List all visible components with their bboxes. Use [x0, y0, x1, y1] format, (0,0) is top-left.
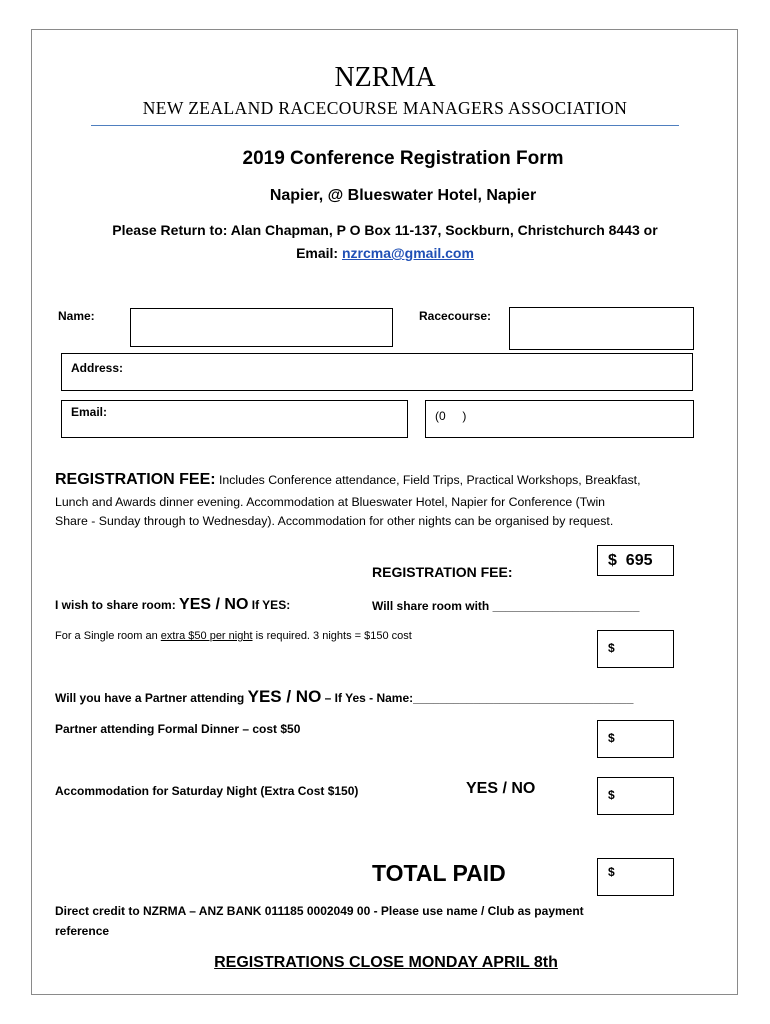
registration-fee-label: REGISTRATION FEE:	[372, 564, 513, 580]
partner-label: Will you have a Partner attending	[55, 691, 245, 705]
racecourse-field[interactable]	[509, 307, 694, 350]
registrations-close-notice: REGISTRATIONS CLOSE MONDAY APRIL 8th	[214, 954, 558, 971]
racecourse-label: Racecourse:	[419, 309, 492, 323]
single-room-suffix: is required. 3 nights = $150 cost	[252, 630, 412, 642]
single-room-prefix: For a Single room an	[55, 630, 161, 642]
saturday-yes-no[interactable]: YES / NO	[466, 780, 536, 797]
share-room-label: I wish to share room:	[55, 598, 176, 612]
share-room-row	[55, 596, 290, 614]
form-title: 2019 Conference Registration Form	[242, 148, 564, 169]
name-field[interactable]	[130, 308, 393, 347]
registration-fee-amount: $ 695	[608, 552, 653, 569]
partner-dinner-label: Partner attending Formal Dinner – cost $50	[55, 722, 301, 736]
bank-line2: reference	[55, 924, 110, 938]
partner-name-line[interactable]: – If Yes - Name:_________________________________	[324, 691, 634, 705]
fee-info-line2: Lunch and Awards dinner evening. Accommodation at Blueswater Hotel, Napier for Conference (Twin	[55, 495, 606, 509]
partner-dinner-box[interactable]	[597, 720, 674, 758]
single-room-note	[55, 630, 412, 642]
partner-row	[55, 687, 633, 707]
return-email-label: Email:	[296, 245, 339, 261]
total-paid-box[interactable]	[597, 858, 674, 896]
single-room-box[interactable]	[597, 630, 674, 668]
return-address: Please Return to: Alan Chapman, P O Box 11-137, Sockburn, Christchurch 8443 or	[112, 222, 658, 238]
total-paid-label: TOTAL PAID	[372, 860, 506, 886]
bank-line1: Direct credit to NZRMA – ANZ BANK 011185 0002049 00 - Please use name / Club as payment	[55, 904, 584, 918]
venue-line: Napier, @ Blueswater Hotel, Napier	[269, 187, 537, 204]
phone-prefix: (0 )	[435, 409, 467, 423]
return-email-link[interactable]: nzrcma@gmail.com	[341, 245, 474, 261]
address-label: Address:	[71, 361, 124, 375]
email-label: Email:	[71, 405, 108, 419]
fee-info-heading: REGISTRATION FEE:	[55, 471, 216, 488]
fee-info-line3: Share - Sunday through to Wednesday). Accommodation for other nights can be organised by request.	[55, 514, 614, 528]
org-full-name: NEW ZEALAND RACECOURSE MANAGERS ASSOCIATION	[142, 98, 628, 118]
saturday-box[interactable]	[597, 777, 674, 815]
saturday-label: Accommodation for Saturday Night (Extra Cost $150)	[55, 784, 359, 798]
registration-fee-box	[597, 545, 674, 576]
share-room-yes-no[interactable]: YES / NO	[179, 596, 249, 613]
phone-field[interactable]	[425, 400, 694, 438]
saturday-dollar: $	[608, 788, 615, 802]
partner-dinner-dollar: $	[608, 731, 615, 745]
name-label: Name:	[58, 309, 95, 323]
single-room-dollar: $	[608, 641, 615, 655]
single-room-extra: extra $50 per night	[160, 630, 253, 642]
org-acronym: NZRMA	[334, 62, 436, 93]
fee-info-text1: Includes Conference attendance, Field Trips, Practical Workshops, Breakfast,	[219, 473, 641, 487]
email-field[interactable]	[61, 400, 408, 438]
form-page	[31, 29, 738, 995]
share-room-with[interactable]: Will share room with ______________________	[372, 599, 640, 613]
fee-info-line1	[55, 471, 641, 489]
header-rule	[91, 125, 679, 126]
total-paid-dollar: $	[608, 865, 615, 879]
return-email-line	[0, 245, 770, 261]
partner-yes-no[interactable]: YES / NO	[247, 687, 322, 706]
address-field[interactable]	[61, 353, 693, 391]
share-room-if-yes: If YES:	[251, 598, 291, 612]
